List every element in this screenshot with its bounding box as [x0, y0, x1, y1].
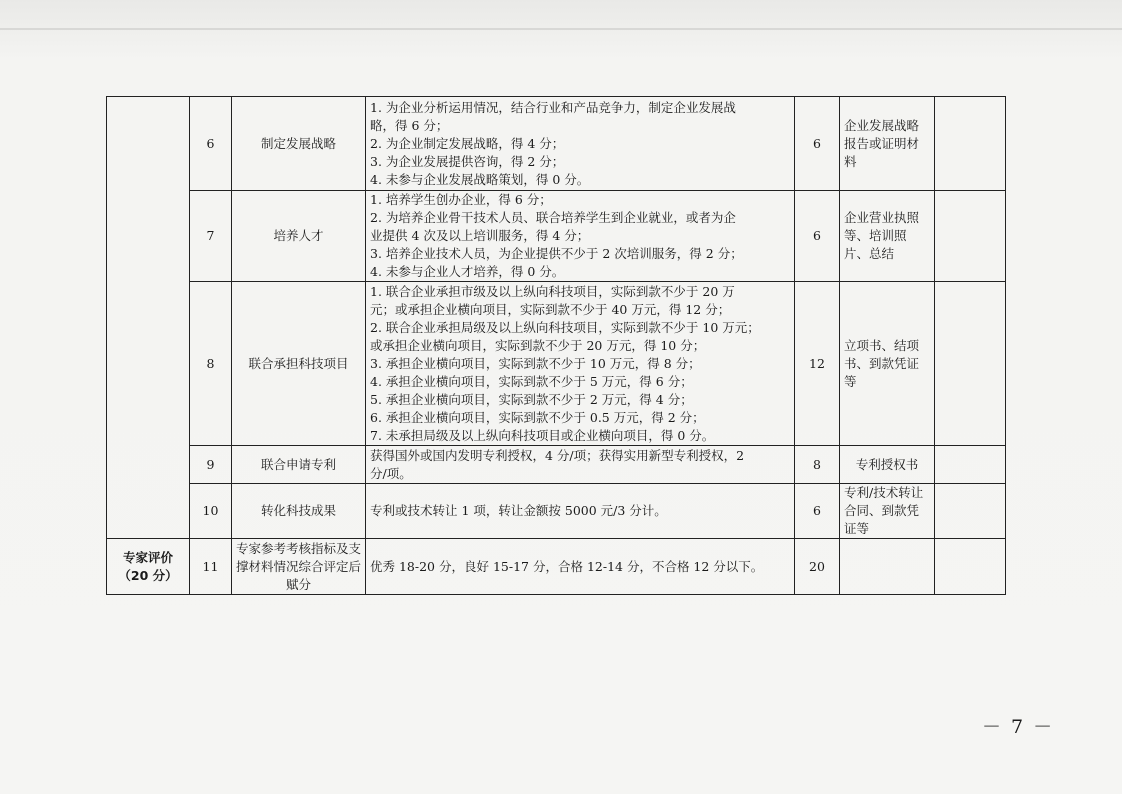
materials-cell: 专利授权书	[840, 446, 935, 484]
remarks-cell	[935, 539, 1006, 595]
criteria-line: 1. 为企业分析运用情况，结合行业和产品竞争力，制定企业发展战	[370, 99, 736, 115]
criteria-line: 7. 未承担局级及以上纵向科技项目或企业横向项目，得 0 分。	[370, 427, 715, 443]
criteria-cell	[366, 446, 795, 484]
table-row	[107, 282, 1006, 446]
materials-cell	[840, 539, 935, 595]
table-row	[107, 539, 1006, 595]
item-name: 制定发展战略	[232, 97, 366, 191]
criteria-line: 1. 联合企业承担市级及以上纵向科技项目，实际到款不少于 20 万	[370, 283, 735, 299]
item-name: 专家参考考核指标及支撑材料情况综合评定后赋分	[232, 539, 366, 595]
criteria-line: 专利或技术转让 1 项，转让金额按 5000 元/3 分计。	[370, 503, 667, 518]
criteria-line: 2. 联合企业承担局级及以上纵向科技项目，实际到款不少于 10 万元；	[370, 319, 760, 335]
item-name: 联合承担科技项目	[232, 282, 366, 446]
criteria-line: 4. 承担企业横向项目，实际到款不少于 5 万元，得 6 分；	[370, 373, 693, 389]
row-number: 8	[190, 282, 232, 446]
score-cell: 8	[795, 446, 840, 484]
page-number: － 7 －	[982, 716, 1055, 738]
materials-cell: 企业营业执照等、培训照片、总结	[840, 191, 935, 282]
criteria-line: 略，得 6 分；	[370, 117, 449, 133]
materials-cell: 立项书、结项书、到款凭证等	[840, 282, 935, 446]
remarks-cell	[935, 446, 1006, 484]
criteria-line: 优秀 18-20 分，良好 15-17 分，合格 12-14 分，不合格 12 分以下。	[370, 558, 764, 574]
table-row	[107, 446, 1006, 484]
scan-edge	[0, 28, 1122, 30]
criteria-cell	[366, 191, 795, 282]
criteria-line: 2. 为培养企业骨干技术人员、联合培养学生到企业就业，或者为企	[370, 210, 736, 225]
criteria-line: 4. 未参与企业人才培养，得 0 分。	[370, 264, 565, 279]
item-name: 培养人才	[232, 191, 366, 282]
materials-cell: 专利/技术转让合同、到款凭证等	[840, 484, 935, 539]
row-number: 6	[190, 97, 232, 191]
category-points: （20 分）	[118, 567, 178, 583]
criteria-line: 3. 承担企业横向项目，实际到款不少于 10 万元，得 8 分；	[370, 355, 701, 371]
criteria-cell	[366, 539, 795, 595]
row-number: 11	[190, 539, 232, 595]
remarks-cell	[935, 97, 1006, 191]
criteria-line: 6. 承担企业横向项目，实际到款不少于 0.5 万元，得 2 分；	[370, 409, 705, 425]
category-label: 专家评价	[122, 549, 173, 565]
category-cell-expert	[107, 539, 190, 595]
remarks-cell	[935, 191, 1006, 282]
criteria-line: 或承担企业横向项目，实际到款不少于 20 万元，得 10 分；	[370, 337, 706, 353]
scoring-table	[106, 96, 1006, 595]
score-cell: 6	[795, 484, 840, 539]
materials-cell: 企业发展战略报告或证明材料	[840, 97, 935, 191]
criteria-line: 分/项。	[370, 465, 412, 481]
row-number: 7	[190, 191, 232, 282]
criteria-line: 2. 为企业制定发展战略，得 4 分；	[370, 135, 565, 151]
score-cell: 20	[795, 539, 840, 595]
criteria-cell	[366, 484, 795, 539]
criteria-line: 获得国外或国内发明专利授权，4 分/项；获得实用新型专利授权，2	[370, 447, 745, 463]
criteria-cell	[366, 97, 795, 191]
criteria-line: 3. 为企业发展提供咨询，得 2 分；	[370, 153, 565, 169]
remarks-cell	[935, 282, 1006, 446]
criteria-line: 元；或承担企业横向项目，实际到款不少于 40 万元，得 12 分；	[370, 301, 731, 317]
row-number: 9	[190, 446, 232, 484]
criteria-line: 5. 承担企业横向项目，实际到款不少于 2 万元，得 4 分；	[370, 391, 693, 407]
table-row	[107, 484, 1006, 539]
criteria-line: 业提供 4 次及以上培训服务，得 4 分；	[370, 228, 590, 243]
table-row	[107, 97, 1006, 191]
score-cell: 6	[795, 97, 840, 191]
remarks-cell	[935, 484, 1006, 539]
score-cell: 12	[795, 282, 840, 446]
table-row	[107, 191, 1006, 282]
criteria-line: 3. 培养企业技术人员，为企业提供不少于 2 次培训服务，得 2 分；	[370, 246, 743, 261]
category-cell-empty	[107, 97, 190, 539]
criteria-cell	[366, 282, 795, 446]
item-name: 转化科技成果	[232, 484, 366, 539]
score-cell: 6	[795, 191, 840, 282]
criteria-line: 1. 培养学生创办企业，得 6 分；	[370, 192, 552, 207]
row-number: 10	[190, 484, 232, 539]
item-name: 联合申请专利	[232, 446, 366, 484]
criteria-line: 4. 未参与企业发展战略策划，得 0 分。	[370, 171, 590, 187]
